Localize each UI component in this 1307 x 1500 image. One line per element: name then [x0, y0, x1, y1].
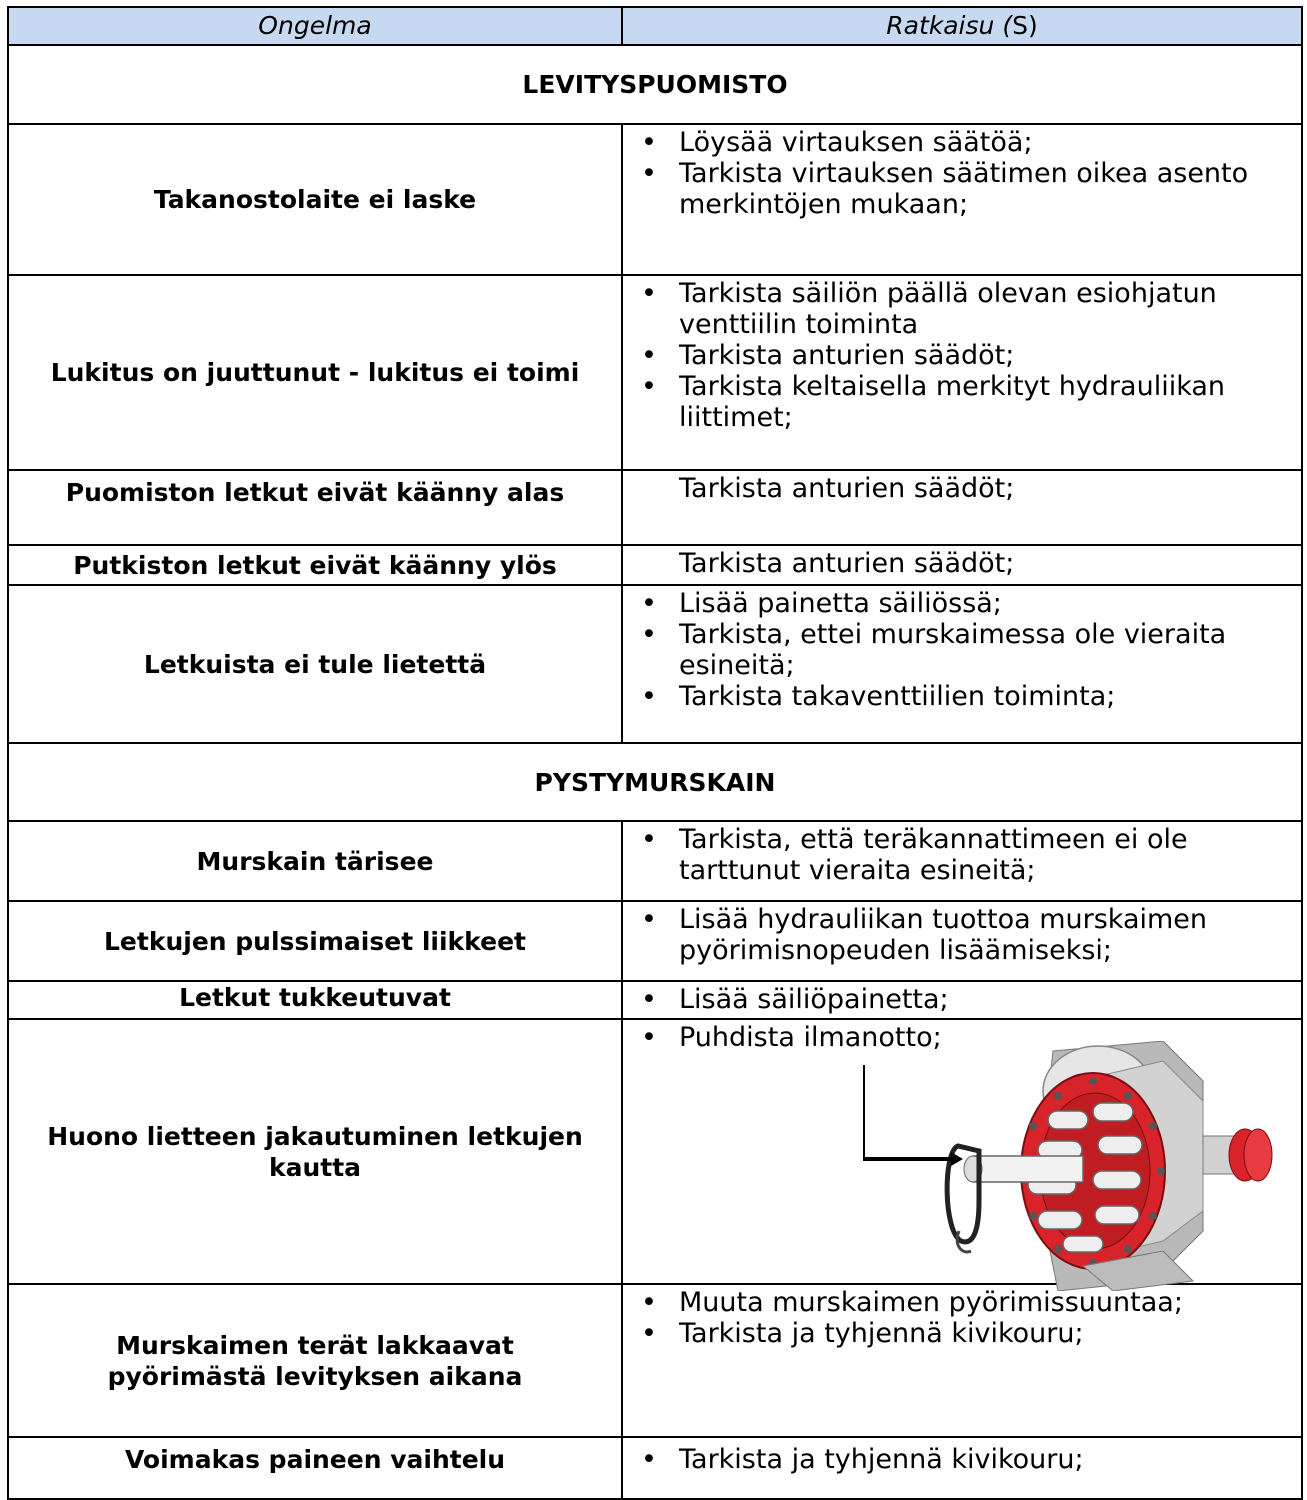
solution-cell — [622, 1437, 1302, 1499]
problem-cell: Takanostolaite ei laske — [8, 124, 622, 275]
solution-cell — [622, 1284, 1302, 1437]
solution-item: • Tarkista ja tyhjennä kivikouru; — [623, 1444, 1293, 1475]
header-solution-s: S — [1012, 11, 1028, 40]
solution-item: • Tarkista, ettei murskaimessa ole vieraita esineitä; — [623, 619, 1293, 681]
header-solution-post: ) — [1027, 11, 1038, 40]
problem-cell: Voimakas paineen vaihtelu — [8, 1437, 622, 1499]
problem-cell: Putkiston letkut eivät käänny ylös — [8, 545, 622, 585]
solution-item: • Muuta murskaimen pyörimissuuntaa; — [623, 1287, 1293, 1318]
table-row — [8, 470, 1302, 545]
illustration-area — [623, 1053, 1293, 1283]
table-row — [8, 124, 1302, 275]
table-row — [8, 1284, 1302, 1437]
problem-cell: Letkuista ei tule lietettä — [8, 585, 622, 743]
table-row — [8, 901, 1302, 981]
solution-item: • Tarkista anturien säädöt; — [623, 340, 1293, 371]
solution-cell — [622, 1019, 1302, 1284]
crusher-air-intake-illustration — [863, 1041, 1303, 1291]
table-row — [8, 545, 1302, 585]
solution-cell — [622, 821, 1302, 901]
problem-cell: Letkujen pulssimaiset liikkeet — [8, 901, 622, 981]
solution-item: • Puhdista ilmanotto; — [623, 1022, 1293, 1053]
solution-cell — [622, 901, 1302, 981]
header-solution-pre: Ratkaisu ( — [886, 11, 1013, 40]
table-row — [8, 1019, 1302, 1284]
table-row — [8, 275, 1302, 470]
section-row — [8, 743, 1302, 821]
solution-cell — [622, 981, 1302, 1019]
header-problem: Ongelma — [8, 7, 622, 45]
section-title: LEVITYSPUOMISTO — [8, 45, 1302, 124]
section-title: PYSTYMURSKAIN — [8, 743, 1302, 821]
solution-item: • Lisää hydrauliikan tuottoa murskaimen pyörimisnopeuden lisäämiseksi; — [623, 904, 1293, 966]
solution-cell — [622, 470, 1302, 545]
table-row — [8, 585, 1302, 743]
problem-cell: Huono lietteen jakautuminen letkujen kautta — [8, 1019, 622, 1284]
solution-item: • Tarkista, että teräkannattimeen ei ole tarttunut vieraita esineitä; — [623, 824, 1293, 886]
solution-item: • Tarkista takaventtiilien toiminta; — [623, 681, 1293, 712]
solution-item: • Löysää virtauksen säätöä; — [623, 127, 1293, 158]
problem-cell: Murskain tärisee — [8, 821, 622, 901]
solution-item: • Tarkista ja tyhjennä kivikouru; — [623, 1318, 1293, 1349]
solution-text: Tarkista anturien säädöt; — [679, 548, 1015, 579]
solution-cell — [622, 124, 1302, 275]
problem-cell: Letkut tukkeutuvat — [8, 981, 622, 1019]
solution-item: • Tarkista keltaisella merkityt hydrauliikan liittimet; — [623, 371, 1293, 433]
solution-item: • Tarkista säiliön päällä olevan esiohjatun venttiilin toiminta — [623, 278, 1293, 340]
solution-cell — [622, 275, 1302, 470]
troubleshooting-document — [7, 6, 1301, 1500]
solution-cell — [622, 545, 1302, 585]
solution-cell — [622, 585, 1302, 743]
problem-cell: Murskaimen terät lakkaavat pyörimästä levityksen aikana — [8, 1284, 622, 1437]
problem-cell: Lukitus on juuttunut - lukitus ei toimi — [8, 275, 622, 470]
solution-text: Tarkista anturien säädöt; — [679, 473, 1015, 504]
section-row — [8, 45, 1302, 124]
table-header-row — [8, 7, 1302, 45]
problem-cell: Puomiston letkut eivät käänny alas — [8, 470, 622, 545]
solution-item: • Lisää säiliöpainetta; — [623, 984, 1293, 1015]
table-row — [8, 821, 1302, 901]
solution-item: • Lisää painetta säiliössä; — [623, 588, 1293, 619]
troubleshooting-table — [7, 6, 1303, 1500]
solution-item: • Tarkista virtauksen säätimen oikea asento merkintöjen mukaan; — [623, 158, 1293, 220]
table-row — [8, 1437, 1302, 1499]
header-solution — [622, 7, 1302, 45]
table-row — [8, 981, 1302, 1019]
